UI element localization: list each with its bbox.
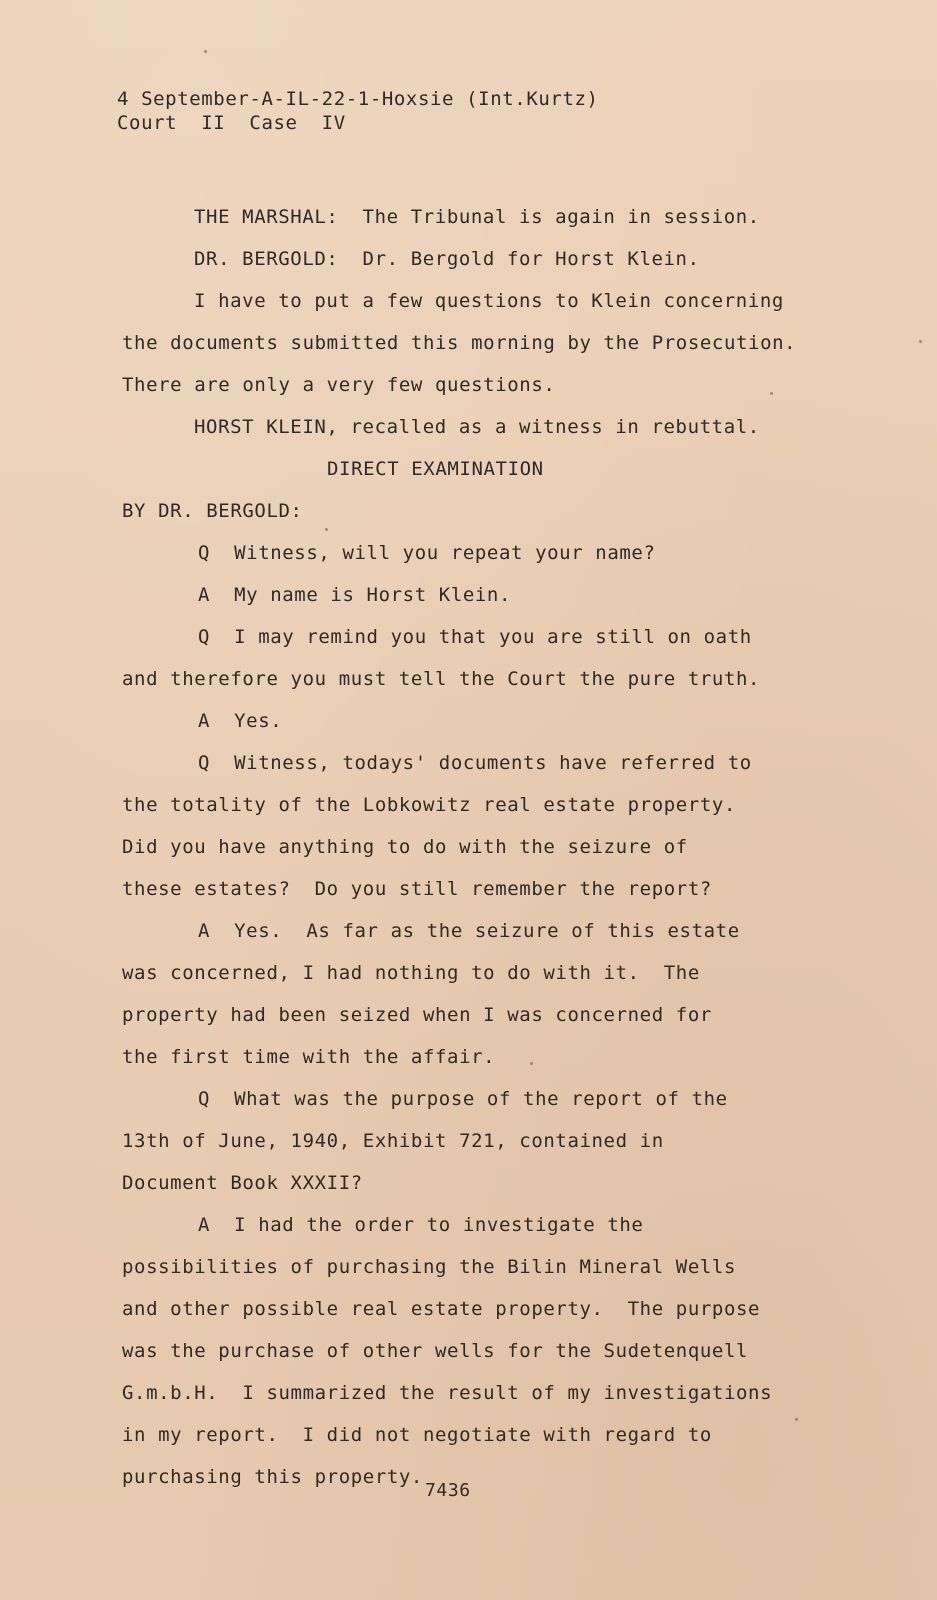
question-line: Q Witness, will you repeat your name? (198, 542, 656, 564)
transcript-line: in my report. I did not negotiate with regard to (122, 1424, 712, 1446)
transcript-line: property had been seized when I was concerned for (122, 1004, 712, 1026)
header-line-1: 4 September-A-IL-22-1-Hoxsie (Int.Kurtz) (117, 88, 599, 110)
answer-line: A I had the order to investigate the (198, 1214, 644, 1236)
paper-speck (530, 1062, 533, 1065)
section-heading: DIRECT EXAMINATION (327, 458, 544, 480)
transcript-line: purchasing this property. (122, 1466, 423, 1488)
transcript-line: and therefore you must tell the Court the pure truth. (122, 668, 761, 690)
answer-line: A My name is Horst Klein. (198, 584, 512, 606)
transcript-line: was concerned, I had nothing to do with it. The (122, 962, 700, 984)
answer-line: A Yes. (198, 710, 283, 732)
transcript-line: BY DR. BERGOLD: (122, 500, 303, 522)
question-line: Q I may remind you that you are still on oath (198, 626, 752, 648)
header-line-2: Court II Case IV (117, 112, 346, 134)
transcript-line: the first time with the affair. (122, 1046, 496, 1068)
transcript-line: was the purchase of other wells for the Sudetenquell (122, 1340, 749, 1362)
answer-line: A Yes. As far as the seizure of this estate (198, 920, 740, 942)
transcript-line: possibilities of purchasing the Bilin Mineral Wells (122, 1256, 736, 1278)
transcript-line: THE MARSHAL: The Tribunal is again in session. (194, 206, 760, 228)
question-line: Q Witness, todays' documents have referred to (198, 752, 752, 774)
transcript-line: DR. BERGOLD: Dr. Bergold for Horst Klein. (194, 248, 700, 270)
paper-speck (204, 50, 207, 53)
transcript-line: G.m.b.H. I summarized the result of my investigations (122, 1382, 773, 1404)
transcript-line: the totality of the Lobkowitz real estate property. (122, 794, 736, 816)
transcript-line: Did you have anything to do with the seizure of (122, 836, 688, 858)
paper-speck (770, 392, 773, 395)
paper-speck (795, 1418, 798, 1421)
transcript-line: these estates? Do you still remember the report? (122, 878, 712, 900)
transcript-line: 13th of June, 1940, Exhibit 721, contained in (122, 1130, 664, 1152)
page-number: 7436 (425, 1480, 471, 1501)
question-line: Q What was the purpose of the report of the (198, 1088, 728, 1110)
transcript-line: the documents submitted this morning by the Prosecution. (122, 332, 797, 354)
transcript-line: and other possible real estate property. The purpose (122, 1298, 761, 1320)
paper-speck (919, 340, 922, 343)
transcript-line: Document Book XXXII? (122, 1172, 363, 1194)
transcript-line: HORST KLEIN, recalled as a witness in rebuttal. (194, 416, 760, 438)
transcript-line: I have to put a few questions to Klein concerning (194, 290, 784, 312)
paper-speck (325, 528, 328, 531)
transcript-line: There are only a very few questions. (122, 374, 556, 396)
